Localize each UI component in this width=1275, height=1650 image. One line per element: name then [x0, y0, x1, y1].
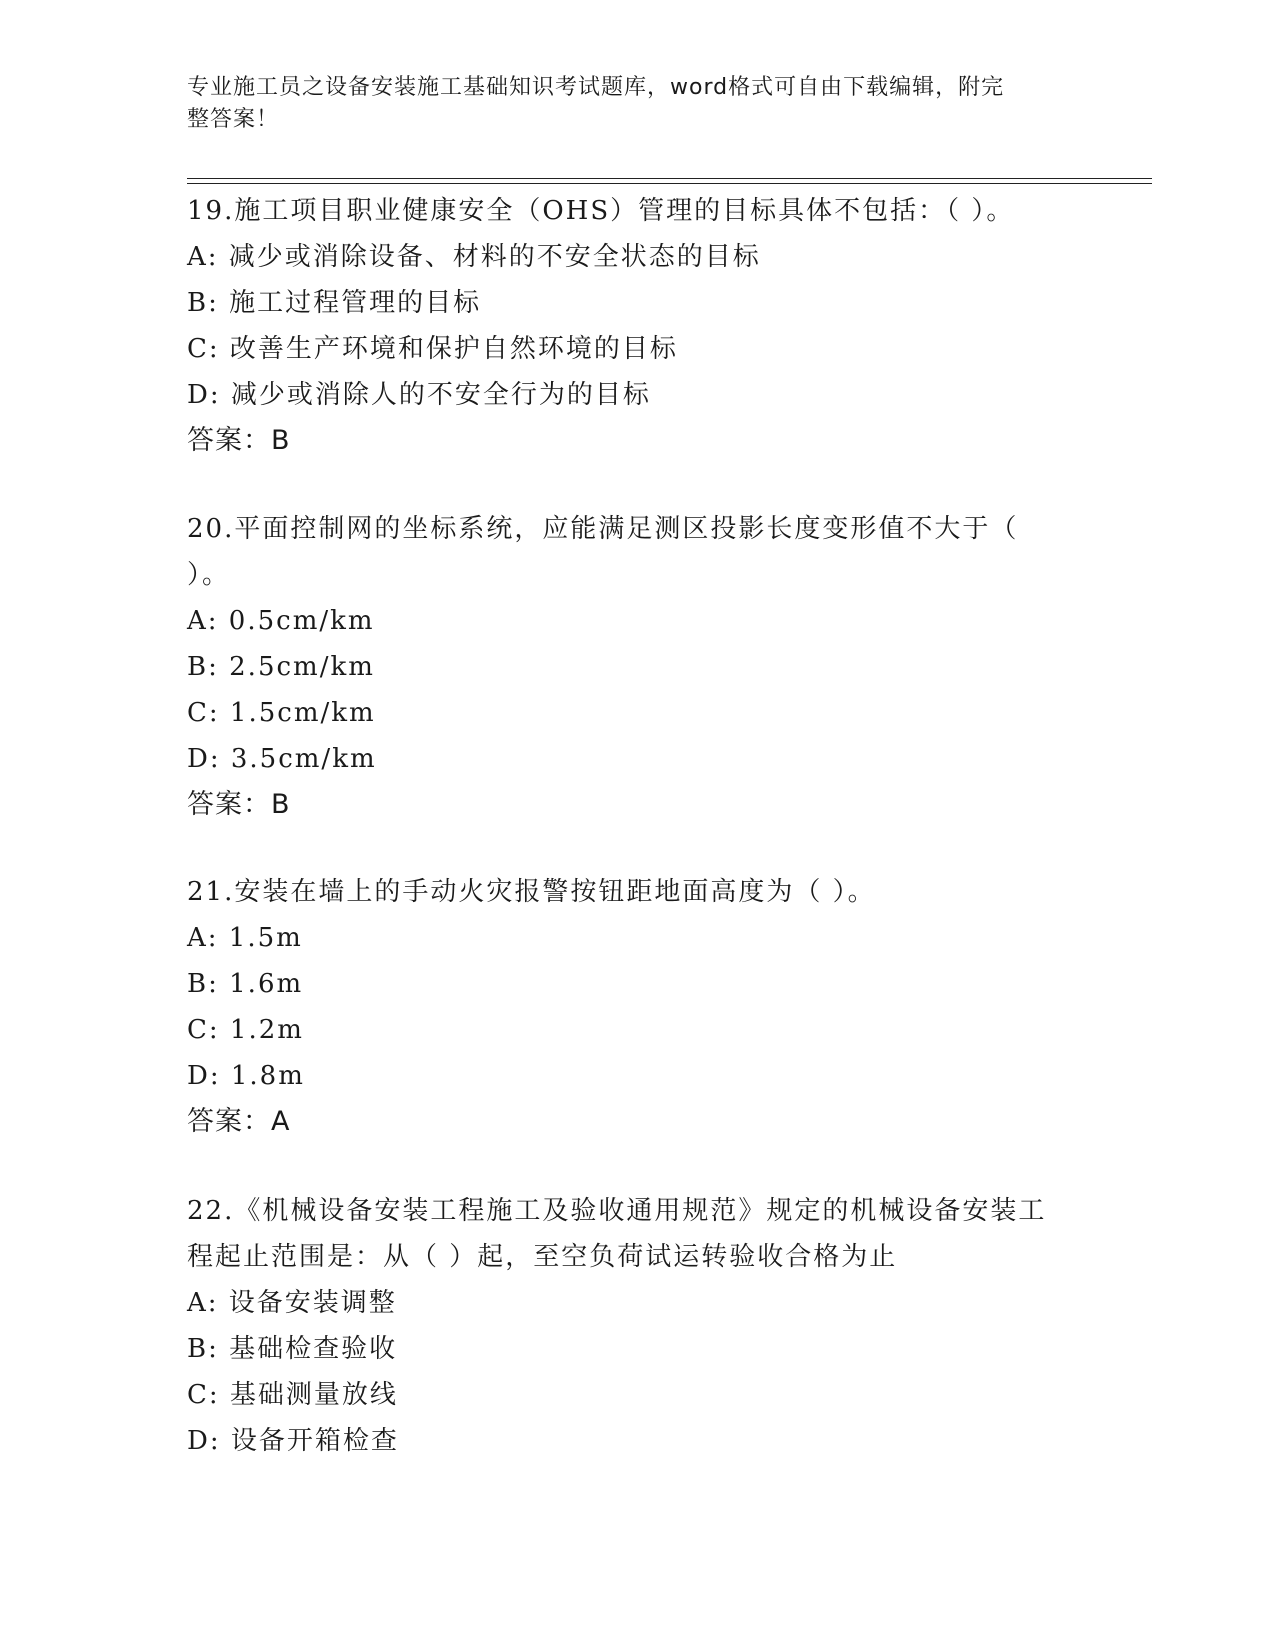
answer-label: 答案：B [187, 789, 291, 820]
answer-label: 答案：B [187, 425, 291, 456]
question-21 [187, 869, 1077, 1145]
question-stem-line-2: 程起止范围是：从（ ）起，至空负荷试运转验收合格为止 [187, 1242, 898, 1272]
header-line-2: 整答案！ [187, 107, 280, 132]
question-stem: 19.施工项目职业健康安全（OHS）管理的目标具体不包括：（ ）。 [187, 196, 1015, 226]
header-divider-top [187, 178, 1152, 179]
option-a: A: 1.5m [187, 923, 303, 953]
option-c: C: 基础测量放线 [187, 1380, 398, 1410]
header-divider-bottom [187, 183, 1152, 184]
header-line-1: 专业施工员之设备安装施工基础知识考试题库，word格式可自由下载编辑，附完 [187, 75, 1005, 100]
option-a: A: 设备安装调整 [187, 1288, 397, 1318]
answer-label: 答案：A [187, 1106, 291, 1137]
option-b: B: 2.5cm/km [187, 652, 375, 682]
option-d: D: 1.8m [187, 1061, 305, 1091]
option-b: B: 施工过程管理的目标 [187, 288, 482, 318]
question-22 [187, 1188, 1077, 1464]
option-d: D: 减少或消除人的不安全行为的目标 [187, 380, 651, 410]
option-b: B: 基础检查验收 [187, 1334, 398, 1364]
document-header [187, 72, 1067, 136]
option-d: D: 设备开箱检查 [187, 1426, 399, 1456]
question-stem: 21.安装在墙上的手动火灾报警按钮距地面高度为（ ）。 [187, 877, 876, 907]
option-c: C: 1.5cm/km [187, 698, 376, 728]
option-c: C: 1.2m [187, 1015, 304, 1045]
option-c: C: 改善生产环境和保护自然环境的目标 [187, 334, 678, 364]
question-stem-line-1: 20.平面控制网的坐标系统，应能满足测区投影长度变形值不大于（ [187, 514, 1019, 544]
question-20 [187, 506, 1077, 828]
option-a: A: 0.5cm/km [187, 606, 375, 636]
question-19 [187, 188, 1077, 464]
question-stem-line-2: ）。 [187, 560, 231, 590]
question-stem-line-1: 22.《机械设备安装工程施工及验收通用规范》规定的机械设备安装工 [187, 1196, 1047, 1226]
option-a: A: 减少或消除设备、材料的不安全状态的目标 [187, 242, 761, 272]
option-b: B: 1.6m [187, 969, 304, 999]
option-d: D: 3.5cm/km [187, 744, 377, 774]
